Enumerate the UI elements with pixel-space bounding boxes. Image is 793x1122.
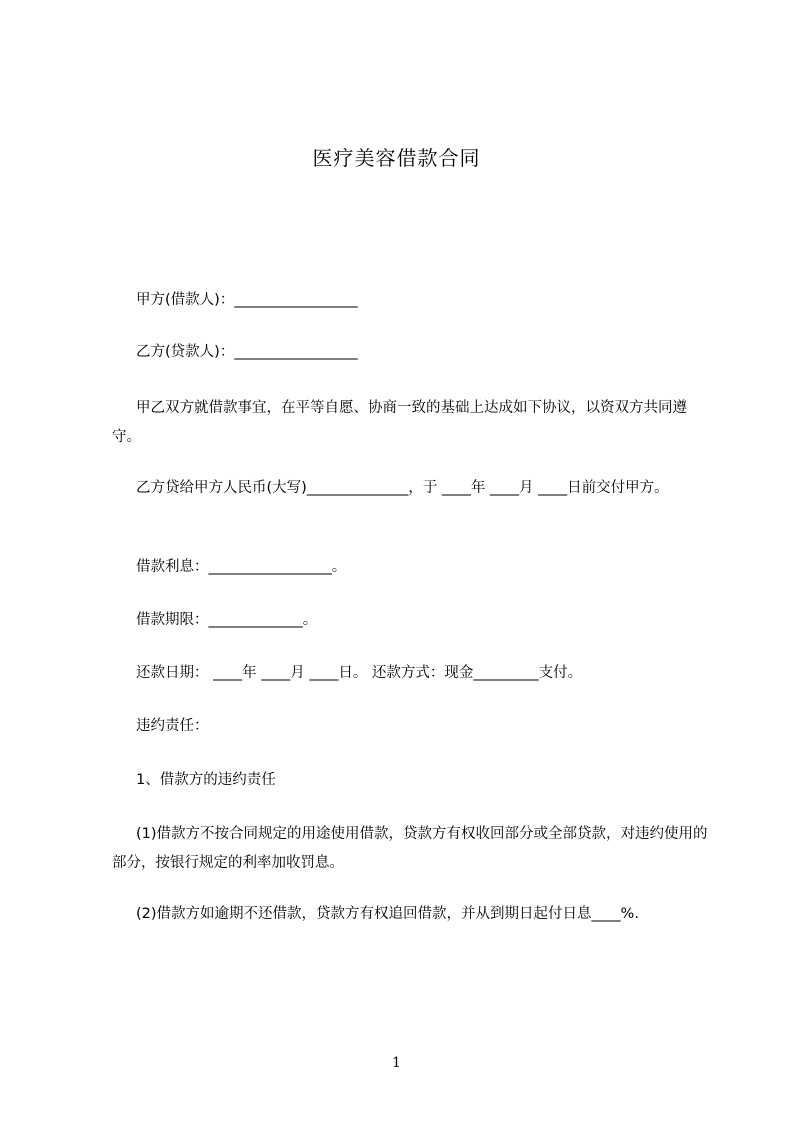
amount-paragraph: 乙方贷给甲方人民币(大写)______________，于 ____年 ____月 ____日前交付甲方。 (136, 480, 669, 496)
party-b-line: 乙方(贷款人)：_________________ (136, 344, 358, 360)
intro-paragraph: 甲乙双方就借款事宜，在平等自愿、协商一致的基础上达成如下协议，以资双方共同遵守。 (112, 400, 687, 445)
interest-line: 借款利息：_________________。 (136, 559, 347, 575)
liability-heading: 违约责任： (136, 718, 209, 734)
borrower-liability-heading: 1、借款方的违约责任 (136, 772, 276, 788)
term-line: 借款期限：_____________。 (136, 612, 318, 628)
repayment-line: 还款日期： ____年 ____月 ____日。 还款方式：现金_________支付。 (136, 665, 583, 681)
document-title: 医疗美容借款合同 (312, 146, 481, 170)
page-number: 1 (392, 1055, 401, 1071)
liability-clause-1: (1)借款方不按合同规定的用途使用借款，贷款方有权收回部分或全部贷款，对违约使用的部分，按银行规定的利率加收罚息。 (112, 826, 708, 871)
liability-clause-2: (2)借款方如逾期不还借款，贷款方有权追回借款，并从到期日起付日息____%. (136, 906, 639, 922)
party-a-line: 甲方(借款人)：_________________ (136, 292, 358, 308)
